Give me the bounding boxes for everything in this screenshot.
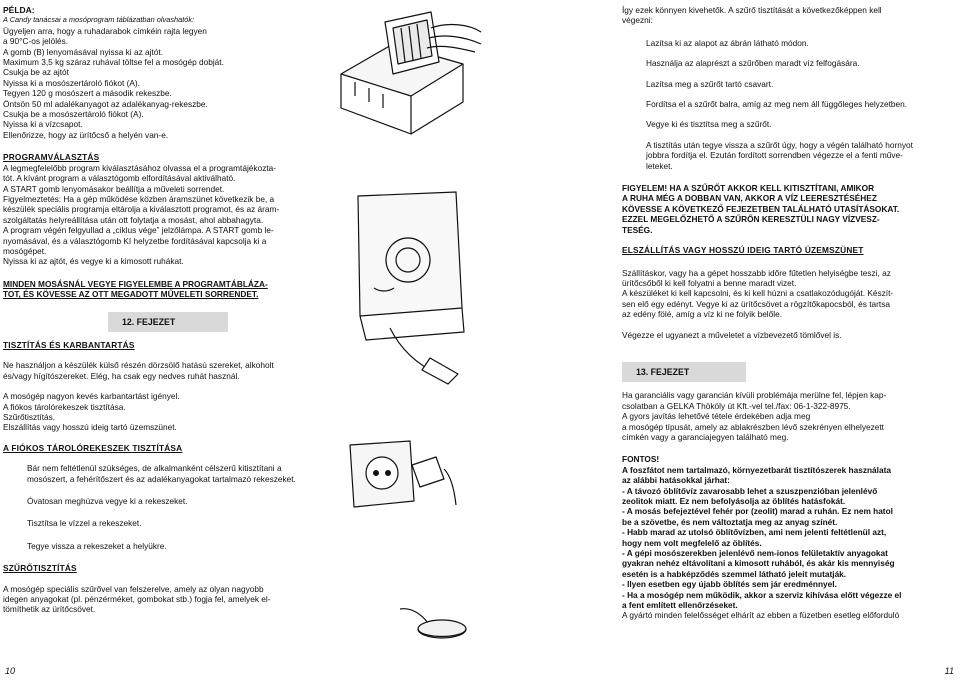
drawer-removal-illustration: [335, 4, 485, 154]
program-heading: PROGRAMVÁLASZTÁS: [3, 152, 100, 163]
liability-line: A gyártó minden felelősséget elhárít az ebben a füzetben esetleg előforduló: [622, 610, 900, 621]
chapter-13-wrapper: [622, 362, 956, 382]
transport-line: Szállításkor, vagy ha a gépet hosszabb időre fűtetlen helyiségbe teszi, az: [622, 267, 891, 278]
important-line: hogy nem volt megfelelő az öblítés.: [622, 537, 762, 548]
program-line: mosógépet.: [3, 245, 47, 256]
right-column: [622, 5, 956, 621]
important-label: FONTOS!: [622, 454, 660, 465]
filter-warning: [622, 183, 956, 235]
maintenance-list: [3, 391, 333, 433]
program-line: Nyissa ki az ajtót, és vegye ki a kimosott ruhákat.: [3, 256, 184, 267]
drawer-line: mosószert, a fehérítőszert és az adalékanyagokat tartalmazó rekeszeket.: [27, 473, 296, 484]
warranty-text: [622, 390, 956, 442]
warning-line: TOT, ÉS KÖVESSE AZ OTT MEGADOTT MŰVELETI SORRENDET.: [3, 289, 259, 300]
transport-text: [622, 268, 956, 320]
reinstall-line: A tisztítás után tegye vissza a szűrőt úgy, hogy a végén található hornyot: [646, 139, 913, 150]
warning-line: KÖVESSE A KÖVETKEZŐ FEJEZETBEN TALÁLHATÓ UTASÍTÁSOKAT.: [622, 203, 900, 214]
transport-line: A készüléket ki kell kapcsolni, és ki kell húzni a csatlakozódugóját. Készít-: [622, 288, 894, 299]
warning-line: A RUHA MÉG A DOBBAN VAN, AKKOR A VÍZ LEERESZTÉSÉHEZ: [622, 193, 877, 204]
step-line: Ellenőrizze, hogy az ürítőcső a helyén van-e.: [3, 129, 169, 140]
intro-line: Így ezek könnyen kivehetők. A szűrő tisztítását a következőképpen kell: [622, 5, 882, 15]
important-line: - Ilyen esetben egy újabb öblítés sem jár eredménnyel.: [622, 579, 837, 590]
chapter-12-wrapper: [3, 312, 333, 332]
step-line: Öntsön 50 ml adalékanyagot az adalékanyag-rekeszbe.: [3, 98, 208, 109]
reinstall-text: [622, 140, 956, 171]
step-line: A gomb (B) lenyomásával nyissa ki az ajtót.: [3, 46, 164, 57]
drawer-step-1: Óvatosan meghúzva vegye ki a rekeszeket.: [27, 496, 188, 507]
maintenance-line: A mosógép nagyon kevés karbantartást igényel.: [3, 391, 180, 402]
reinstall-line: leteket.: [646, 160, 673, 171]
drain-bowl-illustration: [398, 605, 470, 647]
step-line: Nyissa ki a vízcsapot.: [3, 119, 83, 130]
warning-line: EZZEL MEGELŐZHETŐ A SZŰRŐN KERESZTÜLI NAGY VÍZVESZ-: [622, 214, 880, 225]
important-line: az alábbi hatásokkal járhat:: [622, 475, 730, 486]
filter-step: Fordítsa el a szűrőt balra, amíg az meg nem áll függőleges helyzetben.: [646, 99, 908, 110]
important-line: A foszfátot nem tartalmazó, környezetbarát tisztítószerek használata: [622, 464, 891, 475]
left-column: [3, 5, 333, 615]
step-line: Tegyen 120 g mosószert a második rekeszbe.: [3, 88, 172, 99]
warning-line: MINDEN MOSÁSNÁL VEGYE FIGYELEMBE A PROGRAMTÁBLÁZA-: [3, 278, 268, 289]
program-warning: [3, 279, 333, 300]
important-line: - Habb marad az utolsó öblítővízben, ami nem jelenti feltétlenül azt,: [622, 527, 887, 538]
program-line: tót. A kívánt program a választógomb elfordításával aktiválható.: [3, 173, 236, 184]
filter-step: Lazítsa meg a szűrőt tartó csavart.: [646, 78, 774, 89]
warning-line: FIGYELEM! HA A SZŰRŐT AKKOR KELL KITISZTÍTANI, AMIKOR: [622, 183, 875, 194]
maintenance-line: Szűrőtisztítás.: [3, 412, 56, 422]
important-line: esetén is a habképződés szemmel látható jeleit mutatják.: [622, 568, 847, 579]
page-number-left: 10: [5, 665, 16, 676]
filter-step: Lazítsa ki az alapot az ábrán látható módon.: [646, 37, 809, 48]
maintenance-line: Elszállítás vagy hosszú ideig tartó üzemszünet.: [3, 422, 177, 433]
filter-steps: [622, 38, 956, 130]
filter-step: Használja az alaprészt a szűrőben maradt víz felfogására.: [646, 58, 860, 69]
important-line: - A mosás befejeztével fehér por (zeolit) marad a ruhán. Ez nem hatol: [622, 506, 893, 517]
example-steps: [3, 26, 333, 140]
program-line: nyomásával, és a választógomb KI helyzetbe fordításával kapcsolja ki a: [3, 235, 267, 246]
program-line: A legmegfelelőbb program kiválasztásához olvassa el a programtájékozta-: [3, 162, 277, 173]
warranty-line: Ha garanciális vagy garancián kívüli problémája merülne fel, lépjen kap-: [622, 390, 887, 401]
step-line: Ügyeljen arra, hogy a ruhadarabok címkéin rajta legyen: [3, 25, 207, 36]
chapter-13-label: 13. FEJEZET: [622, 362, 746, 382]
filter-step: Vegye ki és tisztítsa meg a szűrőt.: [646, 119, 772, 130]
drawer-heading: A FIÓKOS TÁROLÓREKESZEK TISZTÍTÁSA: [3, 442, 183, 453]
filter-heading: SZŰRŐTISZTÍTÁS: [3, 563, 77, 574]
step-line: Csukja be az ajtót: [3, 67, 69, 78]
drawer-text: [3, 463, 333, 484]
program-line: A START gomb lenyomásakor beállítja a műveleti sorrendet.: [3, 183, 225, 194]
important-line: - A gépi mosószerekben jelenlévő nem-ionos felületaktív anyagokat: [622, 548, 888, 559]
transport-line: ürítőcsőből ki kell folyatni a benne maradt vizet.: [622, 277, 797, 288]
transport-line: az edény fölé, amíg a víz ki ne folyik belőle.: [622, 309, 783, 320]
page-number-right: 11: [944, 665, 954, 676]
step-line: a 90°C-os jelölés.: [3, 36, 69, 47]
warning-line: TESÉG.: [622, 224, 653, 235]
drawer-line: Bár nem feltétlenül szükséges, de alkalmanként célszerű kitisztítani a: [27, 463, 282, 474]
important-line: - Ha a mosógép nem működik, akkor a szerviz kihívása előtt végezze el: [622, 589, 902, 600]
cleaning-line: Ne használjon a készülék külső részén dörzsölő hatású szereket, alkoholt: [3, 360, 274, 371]
filter-text: [3, 584, 333, 615]
transport-last: Végezze el ugyanezt a műveletet a vízbevezető tömlővel is.: [622, 329, 842, 340]
important-line: zeolitok miatt. Ez nem befolyásolja az öblítés hatásfokát.: [622, 496, 846, 506]
filter-illustration: [350, 188, 470, 388]
step-line: Nyissa ki a mosószertároló fiókot (A).: [3, 77, 140, 88]
transport-heading: ELSZÁLLÍTÁS VAGY HOSSZÚ IDEIG TARTÓ ÜZEMSZÜNET: [622, 245, 864, 256]
intro-line: végezni:: [622, 15, 653, 26]
important-text: [622, 465, 956, 611]
transport-line: sen elő egy edényt. Vegye ki az ürítőcsövet a rögzítőkapocsból, és tartsa: [622, 298, 890, 309]
important-line: be a szövetbe, és nem változtatja meg az anyag színét.: [622, 516, 838, 527]
warranty-line: csolatban a GELKA Thököly út Kft.-vel tel./fax: 06-1-322-8975.: [622, 400, 851, 411]
filter-intro: [622, 5, 956, 26]
warranty-line: a mosógép típusát, amely az ablakrészben lévő szekrényen elhelyezett: [622, 421, 884, 432]
filter-line: tömíthetik az ürítőcsövet.: [3, 604, 96, 615]
filter-line: A mosógép speciális szűrővel van felszerelve, amely az olyan nagyobb: [3, 583, 264, 594]
cleaning-heading: TISZTÍTÁS ÉS KARBANTARTÁS: [3, 339, 135, 350]
warranty-line: A gyors javítás lehetővé tétele érdekében adja meg: [622, 411, 811, 422]
program-line: A program végén felgyullad a „ciklus vége” jelzőlámpa. A START gomb le-: [3, 225, 274, 236]
drawer-step-3: Tegye vissza a rekeszeket a helyükre.: [27, 540, 167, 551]
important-line: a fent említett ellenőrzéseket.: [622, 600, 738, 611]
example-label: PÉLDA:: [3, 5, 35, 15]
program-line: Figyelmeztetés: Ha a gép működése közben áramszünet következik be, a: [3, 193, 275, 204]
maintenance-line: A fiókos tárolórekeszek tisztítása.: [3, 401, 126, 412]
cleaning-line: és/vagy hígítószereket. Elég, ha csak egy nedves ruhát használ.: [3, 370, 240, 381]
important-line: - A távozó öblítővíz zavarosabb lehet a szuszpenzióban jelenlévő: [622, 485, 878, 496]
step-line: Maximum 3,5 kg száraz ruhával töltse fel a mosógép dobját.: [3, 57, 224, 68]
important-line: gyakran nehéz eltávolítani a kimosott ruhából, és akár kis mennyiség: [622, 558, 895, 569]
unplug-illustration: [340, 435, 460, 525]
drawer-step-2: Tisztítsa le vízzel a rekeszeket.: [27, 518, 142, 529]
step-line: Csukja be a mosószertároló fiókot (A).: [3, 109, 144, 120]
program-line: készülék speciális programja eltárolja a kiválasztott programot, és az áram-: [3, 204, 280, 215]
chapter-12-label: 12. FEJEZET: [108, 312, 228, 332]
warranty-line: címkén vagy a garanciajegyen található meg.: [622, 431, 789, 442]
program-line: szolgáltatás helyreállítása után ott folytatja a mosást, ahol abbahagyta.: [3, 214, 264, 225]
example-subtitle: A Candy tanácsai a mosóprogram táblázatban olvashatók:: [3, 15, 195, 25]
cleaning-text: [3, 360, 333, 381]
reinstall-line: jobbra fordítja el. Ezután fordított sorrendben végezze el a fenti műve-: [646, 150, 903, 161]
program-text: [3, 163, 333, 267]
filter-line: idegen anyagokat (pl. pénzérméket, gombokat stb.) fogja fel, amelyek el-: [3, 594, 271, 605]
